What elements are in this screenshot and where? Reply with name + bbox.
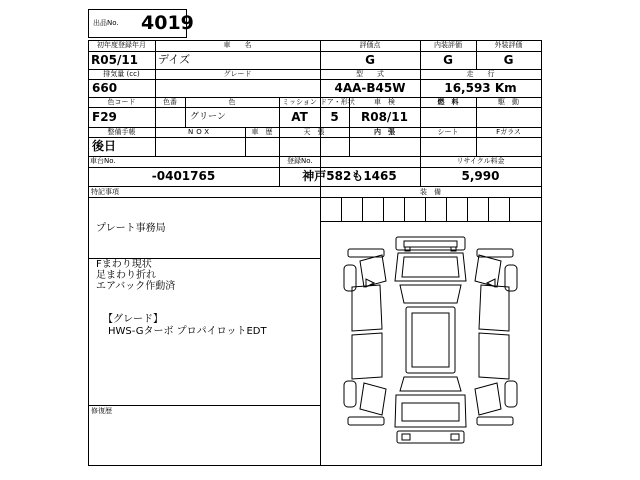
stock-number-label: 出品No. [93,19,119,27]
score-label: 評価点 [359,41,381,49]
note-line: エアバック作動済 [96,281,176,292]
car-body-diagram [320,221,541,465]
mileage-label: 走 行 [466,70,495,78]
note-line: プレート事務局 [96,223,166,234]
transmission-label: ミッション [282,98,317,106]
inspection-label: 車 検 [374,98,395,106]
mileage-value: 16,593 Km [444,81,517,95]
chassis-label: 車台No. [90,157,116,165]
inspection-value: R08/11 [360,110,409,124]
drive-label: 駆 動 [498,98,519,106]
exterior-score-label: 外装評価 [494,41,523,49]
color-value: グリーン [190,112,226,122]
chassis-value: -0401765 [151,169,216,183]
note-line: HWS-Gターボ プロパイロットEDT [108,326,267,337]
car-name-value: デイズ [158,53,191,66]
fuel-label: 燃 料 [437,98,459,106]
nox-label: NOX [187,128,213,136]
recycle-fee-label: リサイクル料金 [456,157,505,165]
stock-number: 4019 [141,12,194,34]
color-number-label: 色番 [163,98,177,106]
interior-score-value: G [443,53,453,67]
model-value: 4AA-B45W [334,81,406,95]
color-code-label: 色コード [107,98,136,106]
note-line: Fまわり現状 [96,259,152,270]
displacement-value: 660 [92,81,118,95]
stock-number-box [88,9,194,38]
registration-label: 登録No. [287,157,313,165]
doors-value: 5 [330,110,339,124]
maintenance-label: 整備手帳 [107,128,136,136]
transmission-value: AT [291,110,308,124]
history-label: 車 歴 [251,128,273,136]
recycle-fee-value: 5,990 [461,169,500,183]
car-name-label: 車 名 [223,41,252,49]
equipment-label: 装 備 [420,188,441,196]
first-registration-label: 初年度登録年月 [97,41,146,49]
special-notes-label: 特記事項 [91,188,119,196]
score-value: G [365,53,375,67]
maintenance-value: 後日 [92,139,117,153]
note-line: 【グレード】 [103,314,163,325]
repair-history-label: 修復歴 [91,407,112,415]
registration-value: 神戸582も1465 [302,169,397,183]
grade-label: グレード [223,70,252,78]
doors-label: ドア・形状 [320,98,355,106]
interior-trim-label: 内 張 [374,128,395,136]
color-label: 色 [228,98,236,106]
seat-label: シート [437,128,459,136]
glass-label: Fガラス [496,128,521,136]
sunroof-label: 天 張 [303,128,325,136]
note-line: 足まわり折れ [96,270,156,281]
interior-score-label: 内装評価 [434,41,462,49]
color-code-value: F29 [92,110,117,124]
displacement-label: 排気量 (cc) [103,70,140,78]
first-registration-value: R05/11 [91,53,139,67]
exterior-score-value: G [503,53,514,67]
model-label: 型 式 [356,70,384,78]
